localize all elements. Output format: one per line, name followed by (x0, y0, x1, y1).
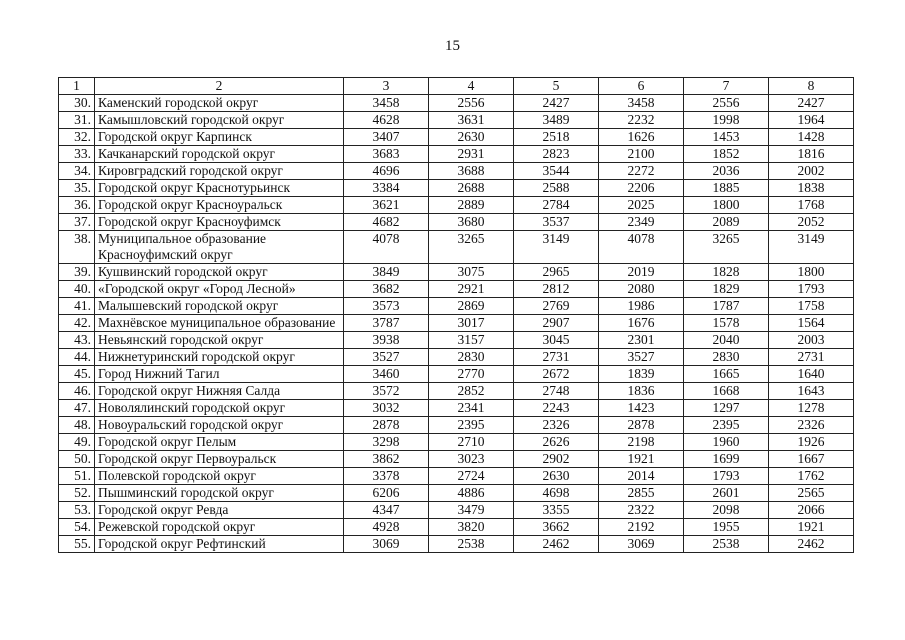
value-cell: 6206 (344, 485, 429, 502)
value-cell: 3265 (684, 231, 769, 264)
value-cell: 1816 (769, 146, 854, 163)
table-row (59, 366, 854, 383)
row-number: 40. (59, 281, 95, 298)
table-row (59, 281, 854, 298)
row-number: 35. (59, 180, 95, 197)
value-cell: 2965 (514, 264, 599, 281)
value-cell: 3820 (429, 519, 514, 536)
municipality-name: Город Нижний Тагил (95, 366, 344, 383)
row-number: 41. (59, 298, 95, 315)
value-cell: 1998 (684, 112, 769, 129)
municipality-name: Муниципальное образование Красноуфимский округ (95, 231, 344, 264)
value-cell: 1839 (599, 366, 684, 383)
table-row (59, 112, 854, 129)
value-cell: 3355 (514, 502, 599, 519)
value-cell: 2784 (514, 197, 599, 214)
value-cell: 1838 (769, 180, 854, 197)
row-number: 51. (59, 468, 95, 485)
value-cell: 1926 (769, 434, 854, 451)
table-row (59, 146, 854, 163)
municipality-name: Городской округ Нижняя Салда (95, 383, 344, 400)
value-cell: 2019 (599, 264, 684, 281)
municipality-name: «Городской округ «Город Лесной» (95, 281, 344, 298)
value-cell: 1836 (599, 383, 684, 400)
municipality-name: Нижнетуринский городской округ (95, 349, 344, 366)
value-cell: 2395 (429, 417, 514, 434)
value-cell: 2025 (599, 197, 684, 214)
value-cell: 1800 (684, 197, 769, 214)
value-cell: 3572 (344, 383, 429, 400)
value-cell: 2889 (429, 197, 514, 214)
value-cell: 2672 (514, 366, 599, 383)
value-cell: 2823 (514, 146, 599, 163)
value-cell: 2588 (514, 180, 599, 197)
value-cell: 2080 (599, 281, 684, 298)
value-cell: 2852 (429, 383, 514, 400)
value-cell: 2710 (429, 434, 514, 451)
table-row (59, 502, 854, 519)
value-cell: 2731 (769, 349, 854, 366)
value-cell: 2098 (684, 502, 769, 519)
municipality-name: Кушвинский городской округ (95, 264, 344, 281)
value-cell: 2630 (429, 129, 514, 146)
row-number: 47. (59, 400, 95, 417)
header-cell: 5 (514, 78, 599, 95)
value-cell: 3032 (344, 400, 429, 417)
table-row (59, 383, 854, 400)
value-cell: 3849 (344, 264, 429, 281)
table-row (59, 434, 854, 451)
value-cell: 1564 (769, 315, 854, 332)
value-cell: 1964 (769, 112, 854, 129)
value-cell: 2878 (599, 417, 684, 434)
value-cell: 2931 (429, 146, 514, 163)
municipality-name: Городской округ Красноуфимск (95, 214, 344, 231)
value-cell: 2907 (514, 315, 599, 332)
value-cell: 3527 (344, 349, 429, 366)
municipality-name: Невьянский городской округ (95, 332, 344, 349)
row-number: 55. (59, 536, 95, 553)
value-cell: 1578 (684, 315, 769, 332)
value-cell: 1423 (599, 400, 684, 417)
value-cell: 2243 (514, 400, 599, 417)
value-cell: 1668 (684, 383, 769, 400)
value-cell: 2003 (769, 332, 854, 349)
row-number: 46. (59, 383, 95, 400)
table-row (59, 129, 854, 146)
row-number: 49. (59, 434, 95, 451)
value-cell: 1787 (684, 298, 769, 315)
value-cell: 1768 (769, 197, 854, 214)
value-cell: 2869 (429, 298, 514, 315)
value-cell: 1793 (769, 281, 854, 298)
value-cell: 4928 (344, 519, 429, 536)
value-cell: 4696 (344, 163, 429, 180)
value-cell: 2724 (429, 468, 514, 485)
value-cell: 2630 (514, 468, 599, 485)
value-cell: 3378 (344, 468, 429, 485)
row-number: 31. (59, 112, 95, 129)
value-cell: 1665 (684, 366, 769, 383)
value-cell: 2301 (599, 332, 684, 349)
municipality-name: Городской округ Карпинск (95, 129, 344, 146)
table-row (59, 214, 854, 231)
value-cell: 3682 (344, 281, 429, 298)
value-cell: 2427 (769, 95, 854, 112)
municipality-name: Пышминский городской округ (95, 485, 344, 502)
header-cell: 3 (344, 78, 429, 95)
value-cell: 2206 (599, 180, 684, 197)
row-number: 37. (59, 214, 95, 231)
value-cell: 2040 (684, 332, 769, 349)
municipality-name: Полевской городской округ (95, 468, 344, 485)
municipality-name: Малышевский городской округ (95, 298, 344, 315)
value-cell: 3384 (344, 180, 429, 197)
value-cell: 2014 (599, 468, 684, 485)
municipality-name: Городской округ Красноуральск (95, 197, 344, 214)
row-number: 54. (59, 519, 95, 536)
value-cell: 3265 (429, 231, 514, 264)
value-cell: 1852 (684, 146, 769, 163)
value-cell: 1676 (599, 315, 684, 332)
value-cell: 1921 (599, 451, 684, 468)
value-cell: 2626 (514, 434, 599, 451)
row-number: 34. (59, 163, 95, 180)
value-cell: 3458 (599, 95, 684, 112)
value-cell: 3157 (429, 332, 514, 349)
header-cell: 6 (599, 78, 684, 95)
value-cell: 2341 (429, 400, 514, 417)
value-cell: 1667 (769, 451, 854, 468)
value-cell: 3544 (514, 163, 599, 180)
table-row (59, 451, 854, 468)
value-cell: 3407 (344, 129, 429, 146)
value-cell: 3298 (344, 434, 429, 451)
value-cell: 2601 (684, 485, 769, 502)
table-row (59, 400, 854, 417)
value-cell: 3631 (429, 112, 514, 129)
value-cell: 1762 (769, 468, 854, 485)
value-cell: 1828 (684, 264, 769, 281)
value-cell: 3458 (344, 95, 429, 112)
header-cell: 2 (95, 78, 344, 95)
value-cell: 2462 (514, 536, 599, 553)
value-cell: 3149 (514, 231, 599, 264)
value-cell: 3489 (514, 112, 599, 129)
value-cell: 2731 (514, 349, 599, 366)
row-number: 42. (59, 315, 95, 332)
value-cell: 2052 (769, 214, 854, 231)
municipality-name: Городской округ Пелым (95, 434, 344, 451)
value-cell: 3023 (429, 451, 514, 468)
value-cell: 1453 (684, 129, 769, 146)
value-cell: 2395 (684, 417, 769, 434)
header-cell: 7 (684, 78, 769, 95)
header-cell: 8 (769, 78, 854, 95)
value-cell: 2232 (599, 112, 684, 129)
value-cell: 1793 (684, 468, 769, 485)
row-number: 50. (59, 451, 95, 468)
value-cell: 1297 (684, 400, 769, 417)
table-row (59, 315, 854, 332)
row-number: 30. (59, 95, 95, 112)
value-cell: 2326 (514, 417, 599, 434)
value-cell: 2066 (769, 502, 854, 519)
value-cell: 2322 (599, 502, 684, 519)
table-row (59, 163, 854, 180)
value-cell: 4682 (344, 214, 429, 231)
value-cell: 2878 (344, 417, 429, 434)
row-number: 39. (59, 264, 95, 281)
value-cell: 3680 (429, 214, 514, 231)
row-number: 53. (59, 502, 95, 519)
municipality-name: Городской округ Ревда (95, 502, 344, 519)
value-cell: 1278 (769, 400, 854, 417)
value-cell: 3149 (769, 231, 854, 264)
value-cell: 2830 (429, 349, 514, 366)
municipality-name: Режевской городской округ (95, 519, 344, 536)
page-number: 15 (445, 38, 460, 54)
value-cell: 2349 (599, 214, 684, 231)
data-table (58, 77, 854, 553)
value-cell: 1960 (684, 434, 769, 451)
municipality-name: Городской округ Первоуральск (95, 451, 344, 468)
table-row (59, 536, 854, 553)
municipality-name: Каменский городской округ (95, 95, 344, 112)
value-cell: 3573 (344, 298, 429, 315)
municipality-name: Городской округ Рефтинский (95, 536, 344, 553)
value-cell: 3787 (344, 315, 429, 332)
value-cell: 2036 (684, 163, 769, 180)
value-cell: 1986 (599, 298, 684, 315)
table-row (59, 468, 854, 485)
table-row (59, 298, 854, 315)
value-cell: 2855 (599, 485, 684, 502)
row-number: 45. (59, 366, 95, 383)
value-cell: 4078 (599, 231, 684, 264)
municipality-name: Новоуральский городской округ (95, 417, 344, 434)
value-cell: 1428 (769, 129, 854, 146)
municipality-name: Махнёвское муниципальное образование (95, 315, 344, 332)
table-body (59, 95, 854, 553)
header-cell: 4 (429, 78, 514, 95)
table-row (59, 264, 854, 281)
row-number: 48. (59, 417, 95, 434)
value-cell: 1829 (684, 281, 769, 298)
value-cell: 1626 (599, 129, 684, 146)
value-cell: 2518 (514, 129, 599, 146)
value-cell: 1885 (684, 180, 769, 197)
value-cell: 3688 (429, 163, 514, 180)
table-row (59, 95, 854, 112)
value-cell: 3527 (599, 349, 684, 366)
value-cell: 1643 (769, 383, 854, 400)
municipality-name: Качканарский городской округ (95, 146, 344, 163)
value-cell: 2769 (514, 298, 599, 315)
value-cell: 2089 (684, 214, 769, 231)
value-cell: 2538 (429, 536, 514, 553)
value-cell: 2192 (599, 519, 684, 536)
table-row (59, 417, 854, 434)
value-cell: 3069 (599, 536, 684, 553)
value-cell: 3460 (344, 366, 429, 383)
value-cell: 3662 (514, 519, 599, 536)
row-number: 44. (59, 349, 95, 366)
row-number: 52. (59, 485, 95, 502)
value-cell: 3621 (344, 197, 429, 214)
value-cell: 3537 (514, 214, 599, 231)
table-row (59, 197, 854, 214)
table-row (59, 180, 854, 197)
municipality-name: Камышловский городской округ (95, 112, 344, 129)
row-number: 36. (59, 197, 95, 214)
municipality-name: Новолялинский городской округ (95, 400, 344, 417)
table-row (59, 349, 854, 366)
value-cell: 2538 (684, 536, 769, 553)
value-cell: 2812 (514, 281, 599, 298)
value-cell: 3069 (344, 536, 429, 553)
value-cell: 1800 (769, 264, 854, 281)
value-cell: 2902 (514, 451, 599, 468)
value-cell: 4078 (344, 231, 429, 264)
value-cell: 2002 (769, 163, 854, 180)
value-cell: 2100 (599, 146, 684, 163)
value-cell: 2427 (514, 95, 599, 112)
value-cell: 3045 (514, 332, 599, 349)
value-cell: 2556 (429, 95, 514, 112)
municipality-name: Городской округ Краснотурьинск (95, 180, 344, 197)
header-row (59, 78, 854, 95)
value-cell: 1921 (769, 519, 854, 536)
table-row (59, 231, 854, 264)
table-row (59, 485, 854, 502)
table-row (59, 332, 854, 349)
value-cell: 3017 (429, 315, 514, 332)
value-cell: 3075 (429, 264, 514, 281)
value-cell: 4886 (429, 485, 514, 502)
value-cell: 2326 (769, 417, 854, 434)
municipality-name: Кировградский городской округ (95, 163, 344, 180)
row-number: 33. (59, 146, 95, 163)
row-number: 43. (59, 332, 95, 349)
value-cell: 2830 (684, 349, 769, 366)
value-cell: 1955 (684, 519, 769, 536)
value-cell: 3479 (429, 502, 514, 519)
header-cell: 1 (59, 78, 95, 95)
value-cell: 1699 (684, 451, 769, 468)
value-cell: 3683 (344, 146, 429, 163)
value-cell: 4628 (344, 112, 429, 129)
value-cell: 4347 (344, 502, 429, 519)
value-cell: 2565 (769, 485, 854, 502)
value-cell: 1640 (769, 366, 854, 383)
value-cell: 2748 (514, 383, 599, 400)
value-cell: 2462 (769, 536, 854, 553)
row-number: 32. (59, 129, 95, 146)
value-cell: 4698 (514, 485, 599, 502)
value-cell: 1758 (769, 298, 854, 315)
value-cell: 2198 (599, 434, 684, 451)
value-cell: 2272 (599, 163, 684, 180)
value-cell: 2770 (429, 366, 514, 383)
row-number: 38. (59, 231, 95, 264)
value-cell: 2921 (429, 281, 514, 298)
value-cell: 3938 (344, 332, 429, 349)
value-cell: 2556 (684, 95, 769, 112)
value-cell: 3862 (344, 451, 429, 468)
value-cell: 2688 (429, 180, 514, 197)
table-row (59, 519, 854, 536)
